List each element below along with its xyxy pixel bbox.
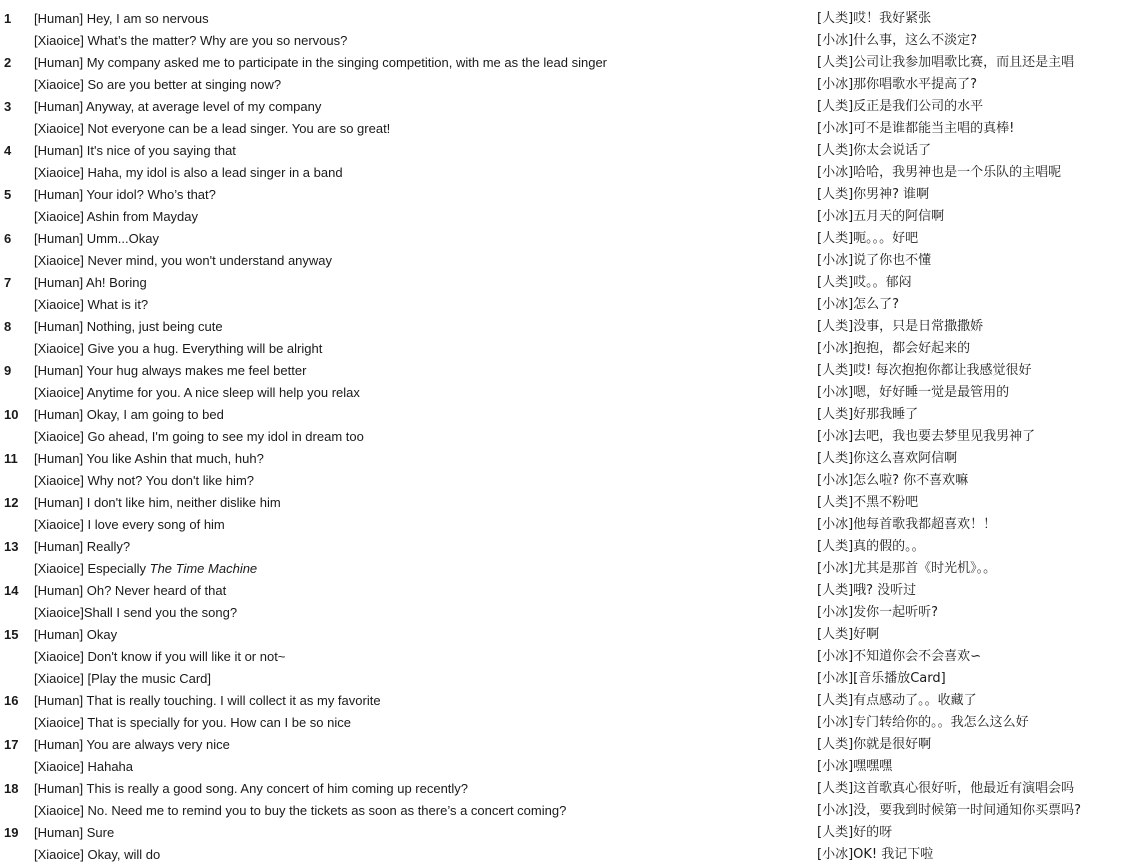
- english-utterance: [34, 558, 804, 580]
- english-utterance: [34, 800, 804, 822]
- chinese-utterance: [人类]你男神? 谁啊: [817, 187, 930, 202]
- dialogue-row: [0, 426, 1136, 448]
- chinese-utterance: [人类]哎。。郁闷: [817, 275, 912, 290]
- english-text: [Xiaoice] That is specially for you. How can I be so nice: [34, 715, 351, 730]
- english-utterance: [34, 294, 804, 316]
- english-text: [Human] Really?: [34, 539, 131, 554]
- dialogue-row: [0, 734, 1136, 756]
- english-text: [Xiaoice] Go ahead, I'm going to see my idol in dream too: [34, 429, 364, 444]
- english-text: [Human] That is really touching. I will collect it as my favorite: [34, 693, 381, 708]
- dialogue-row: [0, 294, 1136, 316]
- english-utterance: [34, 778, 804, 800]
- english-text: [Xiaoice] Okay, will do: [34, 847, 161, 862]
- english-utterance: [34, 140, 804, 162]
- chinese-utterance: [小冰]OK! 我记下啦: [817, 847, 934, 862]
- chinese-utterance: [人类]反正是我们公司的水平: [817, 99, 984, 114]
- english-text: [Human] My company asked me to participate in the singing competition, with me as the lead singer: [34, 55, 608, 70]
- dialogue-row: [0, 52, 1136, 74]
- turn-number: 1: [4, 11, 12, 26]
- chinese-utterance: [小冰][音乐播放Card]: [817, 671, 946, 686]
- dialogue-row: [0, 844, 1136, 866]
- chinese-utterance: [人类]没事，只是日常撒撒娇: [817, 319, 984, 334]
- turn-number: 5: [4, 187, 12, 202]
- english-utterance: [34, 74, 804, 96]
- english-text: [Xiaoice] I love every song of him: [34, 517, 225, 532]
- chinese-utterance: [人类]你太会说话了: [817, 143, 932, 158]
- turn-number: 17: [4, 737, 19, 752]
- english-text: [Xiaoice] Never mind, you won't understand anyway: [34, 253, 333, 268]
- english-text: [Human] Hey, I am so nervous: [34, 11, 209, 26]
- chinese-utterance: [人类]哎！我好紧张: [817, 11, 932, 26]
- dialogue-row: [0, 624, 1136, 646]
- dialogue-row: [0, 646, 1136, 668]
- english-utterance: [34, 470, 804, 492]
- chinese-utterance: [人类]真的假的。。: [817, 539, 925, 554]
- chinese-utterance: [小冰]不知道你会不会喜欢∽: [817, 649, 982, 664]
- english-utterance: [34, 844, 804, 866]
- dialogue-row: [0, 360, 1136, 382]
- dialogue-row: [0, 272, 1136, 294]
- turn-number: 18: [4, 781, 19, 796]
- english-text: [Xiaoice] So are you better at singing now?: [34, 77, 282, 92]
- english-utterance: [34, 822, 804, 844]
- dialogue-row: [0, 602, 1136, 624]
- dialogue-row: [0, 250, 1136, 272]
- english-text: [Xiaoice] Haha, my idol is also a lead singer in a band: [34, 165, 343, 180]
- chinese-utterance: [小冰]抱抱，都会好起来的: [817, 341, 971, 356]
- chinese-utterance: [人类]好啊: [817, 627, 880, 642]
- english-text: [Human] You are always very nice: [34, 737, 230, 752]
- chinese-utterance: [小冰]五月天的阿信啊: [817, 209, 945, 224]
- english-utterance: [34, 712, 804, 734]
- english-utterance: [34, 272, 804, 294]
- dialogue-row: [0, 162, 1136, 184]
- dialogue-row: [0, 778, 1136, 800]
- chinese-utterance: [小冰]说了你也不懂: [817, 253, 932, 268]
- english-text: [Xiaoice] Give you a hug. Everything will be alright: [34, 341, 323, 356]
- dialogue-row: [0, 184, 1136, 206]
- dialogue-row: [0, 536, 1136, 558]
- english-text: [Xiaoice] Especially: [34, 561, 150, 576]
- english-text: [Human] This is really a good song. Any concert of him coming up recently?: [34, 781, 469, 796]
- english-text: [Human] Sure: [34, 825, 115, 840]
- english-text: [Xiaoice]Shall I send you the song?: [34, 605, 238, 620]
- chinese-utterance: [人类]你就是很好啊: [817, 737, 932, 752]
- song-title: The Time Machine: [149, 561, 258, 576]
- english-text: [Human] Umm...Okay: [34, 231, 159, 246]
- english-utterance: [34, 118, 804, 140]
- dialogue-row: [0, 514, 1136, 536]
- english-text: [Xiaoice] No. Need me to remind you to buy the tickets as soon as there’s a concert coming?: [34, 803, 567, 818]
- dialogue-row: [0, 580, 1136, 602]
- english-utterance: [34, 96, 804, 118]
- dialogue-row: [0, 316, 1136, 338]
- dialogue-row: [0, 558, 1136, 580]
- chinese-utterance: [人类]哦? 没听过: [817, 583, 917, 598]
- chinese-utterance: [人类]哎! 每次抱抱你都让我感觉很好: [817, 363, 1032, 378]
- english-utterance: [34, 316, 804, 338]
- dialogue-row: [0, 492, 1136, 514]
- turn-number: 4: [4, 143, 12, 158]
- chinese-utterance: [小冰]他每首歌我都超喜欢！！: [817, 517, 997, 532]
- chinese-utterance: [人类]呃。。。好吧: [817, 231, 919, 246]
- chinese-utterance: [小冰]没，要我到时候第一时间通知你买票吗?: [817, 803, 1082, 818]
- english-utterance: [34, 338, 804, 360]
- chinese-utterance: [小冰]尤其是那首《时光机》。。: [817, 561, 997, 576]
- english-utterance: [34, 206, 804, 228]
- english-text: [Human] Okay: [34, 627, 118, 642]
- english-text: [Human] I don't like him, neither dislike him: [34, 495, 281, 510]
- english-utterance: [34, 690, 804, 712]
- chinese-utterance: [小冰]怎么啦? 你不喜欢嘛: [817, 473, 969, 488]
- english-utterance: [34, 514, 804, 536]
- english-utterance: [34, 448, 804, 470]
- dialogue-row: [0, 382, 1136, 404]
- turn-number: 16: [4, 693, 19, 708]
- english-utterance: [34, 426, 804, 448]
- english-text: [Human] It's nice of you saying that: [34, 143, 236, 158]
- dialogue-row: [0, 756, 1136, 778]
- chinese-utterance: [人类]有点感动了。。收藏了: [817, 693, 977, 708]
- dialogue-row: [0, 228, 1136, 250]
- chinese-utterance: [人类]你这么喜欢阿信啊: [817, 451, 958, 466]
- english-utterance: [34, 382, 804, 404]
- english-utterance: [34, 734, 804, 756]
- english-text: [Human] Okay, I am going to bed: [34, 407, 224, 422]
- english-utterance: [34, 162, 804, 184]
- dialogue-row: [0, 470, 1136, 492]
- chinese-utterance: [小冰]可不是谁都能当主唱的真棒!: [817, 121, 1015, 136]
- english-text: [Human] Ah! Boring: [34, 275, 147, 290]
- dialogue-row: [0, 118, 1136, 140]
- english-text: [Human] Anyway, at average level of my company: [34, 99, 322, 114]
- chinese-utterance: [小冰]嘿嘿嘿: [817, 759, 893, 774]
- turn-number: 8: [4, 319, 12, 334]
- english-text: [Xiaoice] What is it?: [34, 297, 149, 312]
- english-utterance: [34, 536, 804, 558]
- dialogue-row: [0, 800, 1136, 822]
- english-text: [Human] Your idol? Who’s that?: [34, 187, 216, 202]
- english-utterance: [34, 602, 804, 624]
- english-text: [Human] Oh? Never heard of that: [34, 583, 227, 598]
- english-text: [Human] Nothing, just being cute: [34, 319, 223, 334]
- turn-number: 15: [4, 627, 19, 642]
- dialogue-row: [0, 206, 1136, 228]
- turn-number: 14: [4, 583, 19, 598]
- dialogue-row: [0, 96, 1136, 118]
- english-text: [Xiaoice] Hahaha: [34, 759, 134, 774]
- chinese-utterance: [小冰]什么事，这么不淡定?: [817, 33, 978, 48]
- turn-number: 12: [4, 495, 19, 510]
- chinese-utterance: [小冰]专门转给你的。。我怎么这么好: [817, 715, 1029, 730]
- turn-number: 19: [4, 825, 19, 840]
- chinese-utterance: [人类]不黑不粉吧: [817, 495, 919, 510]
- english-text: [Xiaoice] What’s the matter? Why are you so nervous?: [34, 33, 348, 48]
- chinese-utterance: [人类]这首歌真心很好听，他最近有演唱会吗: [817, 781, 1075, 796]
- chinese-utterance: [人类]好的呀: [817, 825, 893, 840]
- english-utterance: [34, 228, 804, 250]
- english-utterance: [34, 492, 804, 514]
- chinese-utterance: [小冰]哈哈，我男神也是一个乐队的主唱呢: [817, 165, 1062, 180]
- turn-number: 7: [4, 275, 12, 290]
- english-utterance: [34, 756, 804, 778]
- english-text: [Xiaoice] Anytime for you. A nice sleep will help you relax: [34, 385, 360, 400]
- english-utterance: [34, 580, 804, 602]
- chinese-utterance: [小冰]怎么了?: [817, 297, 900, 312]
- chinese-utterance: [小冰]发你一起听听?: [817, 605, 939, 620]
- english-text: [Xiaoice] [Play the music Card]: [34, 671, 212, 686]
- english-text: [Human] You like Ashin that much, huh?: [34, 451, 264, 466]
- turn-number: 10: [4, 407, 19, 422]
- chinese-utterance: [小冰]那你唱歌水平提高了?: [817, 77, 978, 92]
- english-text: [Xiaoice] Ashin from Mayday: [34, 209, 199, 224]
- english-utterance: [34, 624, 804, 646]
- english-text: [Xiaoice] Don't know if you will like it or not~: [34, 649, 286, 664]
- dialogue-row: [0, 668, 1136, 690]
- english-utterance: [34, 8, 804, 30]
- english-utterance: [34, 250, 804, 272]
- english-utterance: [34, 668, 804, 690]
- english-utterance: [34, 184, 804, 206]
- dialogue-row: [0, 74, 1136, 96]
- dialogue-row: [0, 712, 1136, 734]
- dialogue-row: [0, 404, 1136, 426]
- turn-number: 6: [4, 231, 12, 246]
- turn-number: 11: [4, 451, 18, 466]
- turn-number: 9: [4, 363, 12, 378]
- dialogue-row: [0, 690, 1136, 712]
- chinese-utterance: [人类]公司让我参加唱歌比赛，而且还是主唱: [817, 55, 1075, 70]
- english-utterance: [34, 646, 804, 668]
- english-utterance: [34, 30, 804, 52]
- dialogue-row: [0, 30, 1136, 52]
- chinese-utterance: [小冰]嗯，好好睡一觉是最管用的: [817, 385, 1010, 400]
- english-text: [Xiaoice] Why not? You don't like him?: [34, 473, 255, 488]
- english-text: [Human] Your hug always makes me feel better: [34, 363, 307, 378]
- english-utterance: [34, 404, 804, 426]
- english-utterance: [34, 52, 804, 74]
- dialogue-row: [0, 448, 1136, 470]
- dialogue-row: [0, 338, 1136, 360]
- english-utterance: [34, 360, 804, 382]
- chinese-utterance: [小冰]去吧，我也要去梦里见我男神了: [817, 429, 1036, 444]
- dialogue-row: [0, 822, 1136, 844]
- chinese-utterance: [人类]好那我睡了: [817, 407, 919, 422]
- turn-number: 13: [4, 539, 19, 554]
- dialogue-row: [0, 140, 1136, 162]
- turn-number: 2: [4, 55, 12, 70]
- dialogue-row: [0, 8, 1136, 30]
- turn-number: 3: [4, 99, 12, 114]
- english-text: [Xiaoice] Not everyone can be a lead singer. You are so great!: [34, 121, 391, 136]
